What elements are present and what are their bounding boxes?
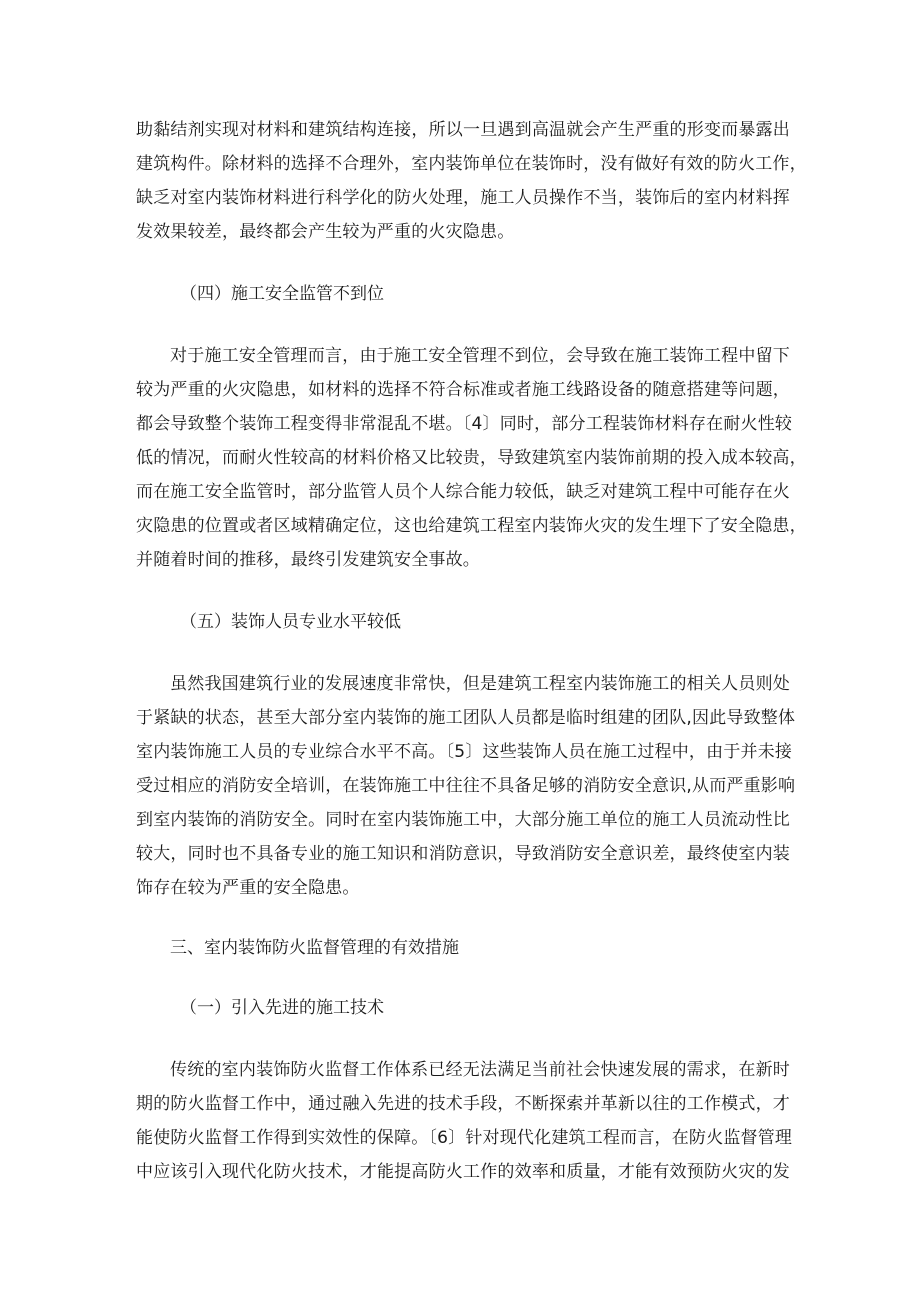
paragraph-staff-skills bbox=[136, 667, 796, 905]
text-line: 发效果较差，最终都会产生较为严重的火灾隐患。 bbox=[136, 222, 515, 242]
text-line: 于紧缺的状态，甚至大部分室内装饰的施工团队人员都是临时组建的团队,因此导致整体 bbox=[136, 708, 796, 728]
section-heading-1: （一）引入先进的施工技术 bbox=[180, 998, 384, 1018]
paragraph-safety-supervision bbox=[136, 339, 807, 577]
text-line: 能使防火监督工作得到实效性的保障。〔6〕针对现代化建筑工程而言，在防火监督管理 bbox=[136, 1128, 793, 1148]
text-line: 较为严重的火灾隐患，如材料的选择不符合标准或者施工线路设备的随意搭建等问题， bbox=[136, 380, 790, 400]
text-line: 到室内装饰的消防安全。同时在室内装饰施工中，大部分施工单位的施工人员流动性比 bbox=[136, 810, 790, 830]
text-line: 并随着时间的推移，最终引发建筑安全事故。 bbox=[136, 550, 480, 570]
text-line: 而在施工安全监管时，部分监管人员个人综合能力较低，缺乏对建筑工程中可能存在火 bbox=[136, 482, 790, 502]
text-line: 较大，同时也不具备专业的施工知识和消防意识，导致消防安全意识差，最终使室内装 bbox=[136, 844, 790, 864]
paragraph-material-bonding bbox=[136, 113, 807, 249]
text-line: 受过相应的消防安全培训，在装饰施工中往往不具备足够的消防安全意识,从而严重影响 bbox=[136, 776, 796, 796]
text-line: 助黏结剂实现对材料和建筑结构连接，所以一旦遇到高温就会产生严重的形变而暴露出 bbox=[136, 120, 790, 140]
text-line: 都会导致整个装饰工程变得非常混乱不堪。〔4〕同时，部分工程装饰材料存在耐火性较 bbox=[136, 414, 793, 434]
section-heading-4: （四）施工安全监管不到位 bbox=[180, 284, 384, 304]
paragraph-advanced-technology bbox=[136, 1053, 793, 1189]
section-heading-5: （五）装饰人员专业水平较低 bbox=[180, 612, 401, 632]
text-line: 灾隐患的位置或者区域精确定位，这也给建筑工程室内装饰火灾的发生埋下了安全隐患， bbox=[136, 516, 807, 536]
text-line: 低的情况，而耐火性较高的材料价格又比较贵，导致建筑室内装饰前期的投入成本较高， bbox=[136, 448, 807, 468]
text-line: 饰存在较为严重的安全隐患。 bbox=[136, 878, 360, 898]
text-line: 期的防火监督工作中，通过融入先进的技术手段，不断探索并革新以往的工作模式，才 bbox=[136, 1094, 790, 1114]
text-line: 缺乏对室内装饰材料进行科学化的防火处理，施工人员操作不当，装饰后的室内材料挥 bbox=[136, 188, 790, 208]
text-line: 虽然我国建筑行业的发展速度非常快，但是建筑工程室内装饰施工的相关人员则处 bbox=[170, 674, 790, 694]
text-line: 建筑构件。除材料的选择不合理外，室内装饰单位在装饰时，没有做好有效的防火工作， bbox=[136, 154, 807, 174]
text-line: 传统的室内装饰防火监督工作体系已经无法满足当前社会快速发展的需求，在新时 bbox=[170, 1060, 790, 1080]
text-line: 对于施工安全管理而言，由于施工安全管理不到位，会导致在施工装饰工程中留下 bbox=[170, 346, 790, 366]
text-line: 中应该引入现代化防火技术，才能提高防火工作的效率和质量，才能有效预防火灾的发 bbox=[136, 1162, 790, 1182]
chapter-heading-3: 三、室内装饰防火监督管理的有效措施 bbox=[170, 938, 459, 958]
document-page bbox=[136, 113, 807, 1189]
text-line: 室内装饰施工人员的专业综合水平不高。〔5〕这些装饰人员在施工过程中，由于并未接 bbox=[136, 742, 793, 762]
